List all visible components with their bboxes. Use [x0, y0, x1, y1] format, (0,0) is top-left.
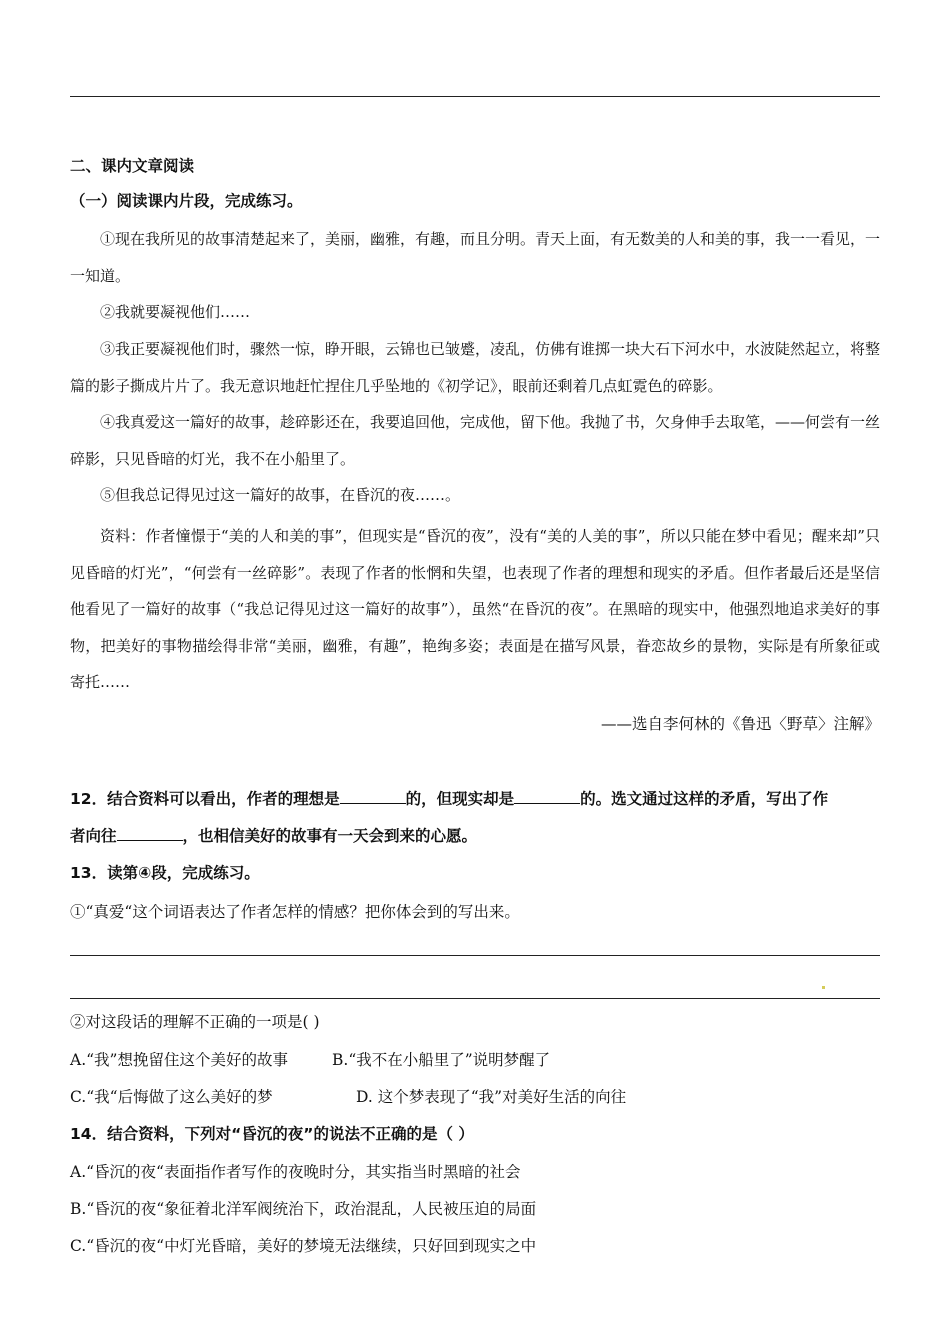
question-14-option-b[interactable]: B.“昏沉的夜“象征着北洋军阀统治下，政治混乱，人民被压迫的局面: [70, 1200, 537, 1218]
q12-text-1: 12．结合资料可以看出，作者的理想是: [70, 790, 340, 808]
question-13-sub-1: ①“真爱“这个词语表达了作者怎样的情感？把你体会到的写出来。: [70, 903, 520, 921]
section-title: 二、课内文章阅读: [70, 157, 195, 175]
question-13-options-row-1: [70, 1050, 880, 1070]
answer-line-2[interactable]: [70, 998, 880, 999]
option-b[interactable]: B.“我不在小船里了”说明梦醒了: [332, 1051, 551, 1069]
question-13-title: 13．读第④段，完成练习。: [70, 864, 260, 882]
question-12-line-1: [70, 789, 880, 809]
material-source: ——选自李何林的《鲁迅〈野草〉注解》: [600, 715, 880, 733]
question-14-option-c[interactable]: C.“昏沉的夜“中灯光昏暗，美好的梦境无法继续，只好回到现实之中: [70, 1237, 537, 1255]
passage-paragraph-1: ①现在我所见的故事清楚起来了，美丽，幽雅，有趣，而且分明。青天上面，有无数美的人和美的事，我一一看见，一一知道。: [70, 230, 881, 285]
answer-blank[interactable]: [340, 789, 406, 804]
question-14-option-a[interactable]: A.“昏沉的夜“表面指作者写作的夜晚时分，其实指当时黑暗的社会: [70, 1163, 521, 1181]
question-12-line-2: [70, 826, 880, 846]
passage-paragraph-2: ②我就要凝视他们……: [100, 303, 251, 321]
answer-blank[interactable]: [514, 789, 580, 804]
stray-mark: [822, 986, 825, 989]
answer-blank[interactable]: [117, 826, 183, 841]
q12-text-5: ，也相信美好的故事有一天会到来的心愿。: [182, 827, 478, 845]
q12-text-4: 者向往: [70, 827, 117, 845]
header-rule: [70, 96, 880, 97]
q12-text-3: 的。选文通过这样的矛盾，写出了作: [580, 790, 829, 808]
q12-text-2: 的，但现实却是: [405, 790, 515, 808]
option-d[interactable]: D. 这个梦表现了“我”对美好生活的向往: [356, 1088, 627, 1106]
question-13-options-row-2: [70, 1087, 880, 1107]
option-c[interactable]: C.“我“后悔做了这么美好的梦: [70, 1088, 273, 1106]
question-13-sub-2: ②对这段话的理解不正确的一项是( ): [70, 1013, 320, 1031]
option-a[interactable]: A.“我”想挽留住这个美好的故事: [70, 1051, 288, 1069]
passage-paragraph-5: ⑤但我总记得见过这一篇好的故事，在昏沉的夜……。: [100, 486, 461, 504]
passage-paragraph-4: ④我真爱这一篇好的故事，趁碎影还在，我要追回他，完成他，留下他。我抛了书，欠身伸手去取笔，——何尝有一丝碎影，只见昏暗的灯光，我不在小船里了。: [70, 413, 881, 468]
material-paragraph: 资料：作者憧憬于“美的人和美的事”，但现实是“昏沉的夜”，没有“美的人美的事”，所以只能在梦中看见；醒来却”只见昏暗的灯光”，“何尝有一丝碎影”。表现了作者的怅惘和失望，也表现了作者的理想和现实的矛盾。但作者最后还是坚信他看见了一篇好的故事（“我总记得见过这一篇好的故事”），虽然“在昏沉的夜”。在黑暗的现实中，他强烈地追求美好的事物，把美好的事物描绘得非常“美丽，幽雅，有趣”，艳绚多姿；表面是在描写风景，眷恋故乡的景物，实际是有所象征或寄托……: [70, 527, 880, 691]
question-14-title: 14．结合资料，下列对“昏沉的夜”的说法不正确的是（ ）: [70, 1125, 474, 1143]
passage-paragraph-3: ③我正要凝视他们时，骤然一惊，睁开眼，云锦也已皱蹙，凌乱，仿佛有谁掷一块大石下河水中，水波陡然起立，将整篇的影子撕成片片了。我无意识地赶忙捏住几乎坠地的《初学记》，眼前还剩着几点虹霓色的碎影。: [70, 340, 881, 395]
section-subtitle: （一）阅读课内片段，完成练习。: [70, 192, 303, 210]
answer-line-1[interactable]: [70, 955, 880, 956]
